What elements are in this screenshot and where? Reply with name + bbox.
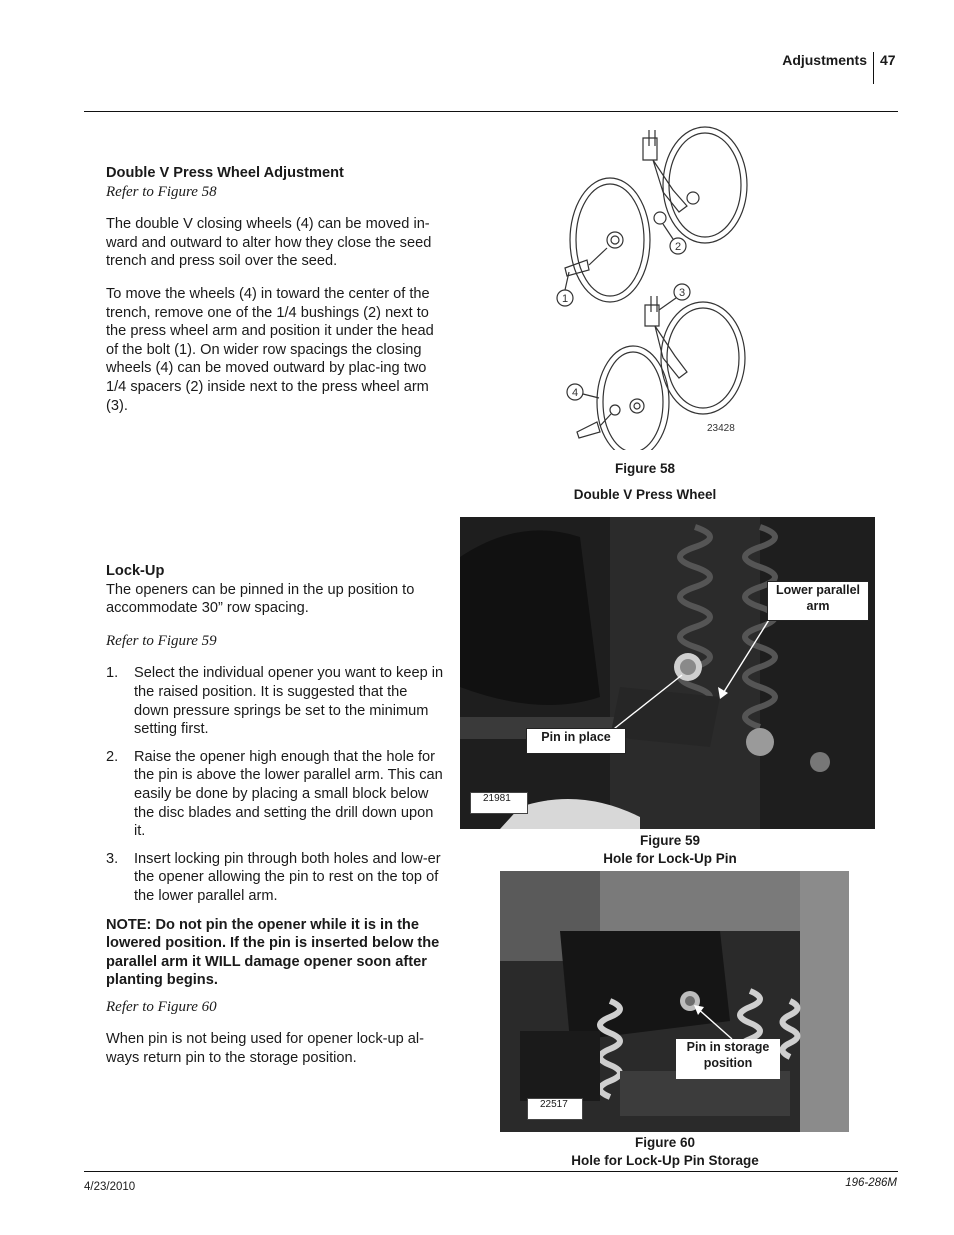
list-item — [106, 664, 446, 738]
press-wheel-para-2: To move the wheels (4) in toward the center of the trench, remove one of the 1/4 bushings (2) next to the press wheel arm and position it under the head of the bolt (1). On wider row spacings the closing wheels (4) can be moved outward by plac-ing two 1/4 spacers (2) inside next to the press wheel arm (3). — [106, 285, 434, 414]
header-divider — [873, 52, 874, 84]
step-number: 1. — [106, 665, 119, 682]
step-text: Select the individual opener you want to keep in the raised position. It is suggested that the down pressure springs be set to the minimum setting first. — [134, 665, 444, 738]
footer-rule — [84, 1171, 898, 1172]
step-number: 3. — [106, 850, 119, 867]
lock-up-ref-1: Refer to Figure 59 — [106, 632, 217, 649]
figure-59-part-number: 21981 — [470, 792, 528, 814]
lock-up-pin-photo — [460, 517, 875, 829]
figure-58-part-number: 23428 — [707, 423, 735, 434]
figure-59-caption-title: Hole for Lock-Up Pin — [603, 851, 737, 866]
footer-document-number: 196-286M — [845, 1177, 897, 1189]
figure-59-photo — [460, 517, 875, 829]
lock-up-closing: When pin is not being used for opener lock-up al-ways return pin to the storage position. — [106, 1031, 425, 1067]
pin-storage-photo — [500, 871, 849, 1132]
figure-59-caption-number: Figure 59 — [639, 833, 701, 848]
callout-pin-in-storage: Pin in storage position — [676, 1039, 780, 1079]
lock-up-steps — [106, 664, 446, 905]
step-text: Raise the opener high enough that the hole for the pin is above the lower parallel arm. This can easily be done by placing a small block below the disc blades and setting the drill down upon it. — [134, 748, 443, 840]
figure-60-photo — [500, 871, 849, 1132]
callout-label-4: 4 — [571, 387, 579, 399]
list-item — [106, 850, 446, 906]
header-rule — [84, 111, 898, 112]
figure-60-part-number: 22517 — [527, 1098, 583, 1120]
lock-up-intro: The openers can be pinned in the up position to accommodate 30” row spacing. — [106, 581, 415, 617]
callout-label-3: 3 — [678, 287, 686, 299]
list-item — [106, 748, 446, 841]
figure-58-caption-title: Double V Press Wheel — [573, 487, 717, 502]
figure-60-caption-number: Figure 60 — [634, 1135, 696, 1150]
press-wheel-para-1: The double V closing wheels (4) can be moved in-ward and outward to alter how they close the seed trench and press soil over the seed. — [106, 216, 432, 270]
press-wheel-heading: Double V Press Wheel Adjustment — [106, 165, 344, 181]
figure-58-caption-number: Figure 58 — [614, 461, 676, 476]
figure-58-drawing — [545, 120, 755, 450]
lock-up-ref-2: Refer to Figure 60 — [106, 998, 217, 1015]
figure-60-caption-title: Hole for Lock-Up Pin Storage — [571, 1153, 759, 1168]
callout-label-2: 2 — [674, 241, 682, 253]
callout-lower-parallel-arm: Lower parallel arm — [767, 581, 869, 621]
press-wheel-ref: Refer to Figure 58 — [106, 183, 217, 200]
step-text: Insert locking pin through both holes and low-er the opener allowing the pin to rest on the top of the lower parallel arm. — [134, 850, 441, 904]
press-wheel-section — [106, 164, 446, 415]
callout-label-1: 1 — [561, 293, 569, 305]
step-number: 2. — [106, 748, 119, 765]
callout-pin-in-place: Pin in place — [526, 728, 626, 754]
lock-up-note: NOTE: Do not pin the opener while it is in the lowered position. If the pin is inserted below the parallel arm it WILL damage opener soon after planting begins. — [106, 916, 440, 989]
lock-up-heading: Lock-Up — [106, 563, 165, 579]
page-number: 47 — [880, 52, 896, 68]
lock-up-section — [106, 562, 446, 1068]
section-title: Adjustments — [782, 52, 867, 68]
footer-date: 4/23/2010 — [84, 1181, 136, 1193]
press-wheel-diagram — [545, 120, 755, 450]
